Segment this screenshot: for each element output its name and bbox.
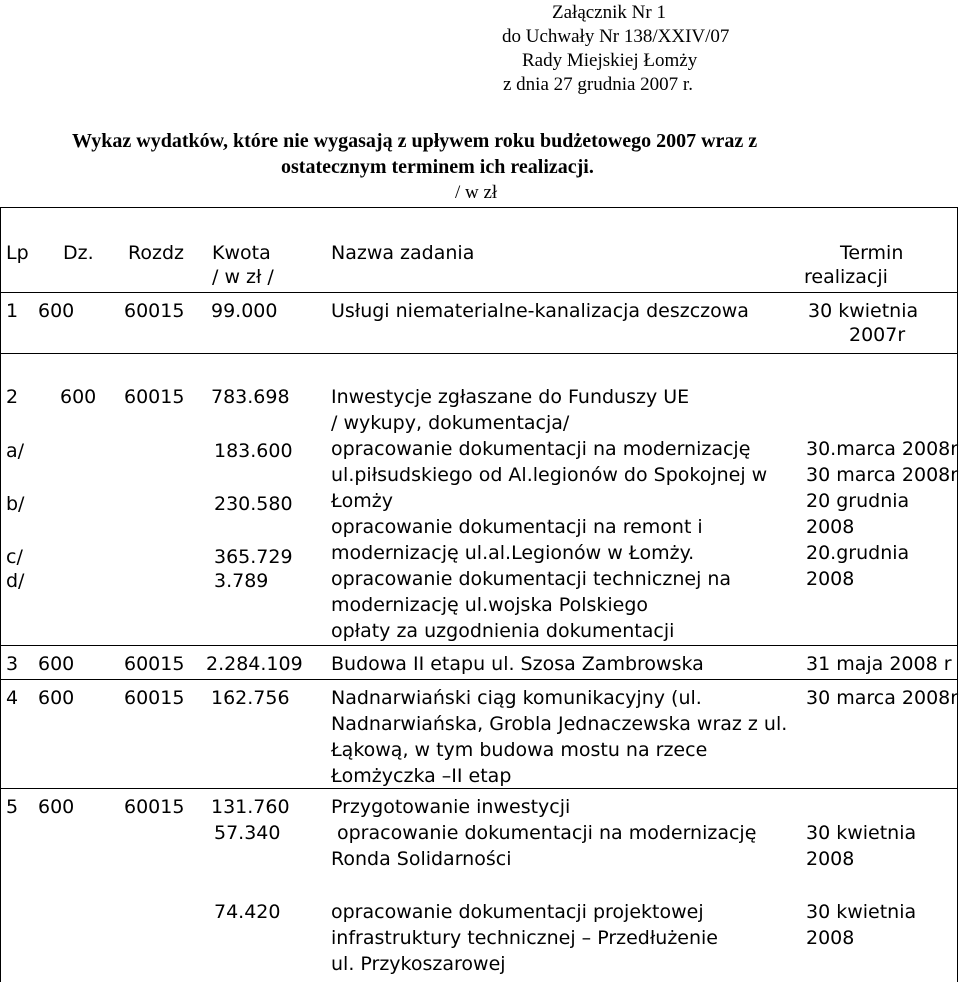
- document-title-line1: Wykaz wydatków, które nie wygasają z upływem roku budżetowego 2007 wraz z: [72, 130, 758, 152]
- column-header-nazwa: Nazwa zadania: [331, 242, 475, 264]
- column-header-dz: Dz.: [63, 242, 94, 264]
- table-border-top: [0, 207, 958, 208]
- row2-nazwa-line: Inwestycje zgłaszane do Funduszy UE: [331, 386, 690, 408]
- row3-lp: 3: [6, 653, 19, 675]
- row2-sub-kwota: 183.600: [214, 440, 293, 462]
- row1-termin-line1: 30 kwietnia: [808, 300, 919, 322]
- row3-kwota: 2.284.109: [206, 653, 303, 675]
- row5-rozdz: 60015: [124, 796, 185, 818]
- row1-nazwa: Usługi niematerialne-kanalizacja deszczowa: [331, 300, 749, 322]
- column-header-kwota: Kwota: [212, 242, 271, 264]
- row5-sub-termin-line: 2008: [806, 848, 855, 870]
- row2-nazwa-line: opracowanie dokumentacji na modernizację: [331, 438, 751, 460]
- row4-rozdz: 60015: [124, 687, 185, 709]
- row2-sub-kwota: 230.580: [214, 493, 293, 515]
- row5-sub-nazwa-line: opracowanie dokumentacji projektowej: [331, 901, 704, 923]
- row-divider: [0, 353, 958, 354]
- row2-dz: 600: [60, 386, 97, 408]
- resolution-number: do Uchwały Nr 138/XXIV/07: [502, 26, 730, 47]
- row4-nazwa-line: Nadnarwiański ciąg komunikacyjny (ul.: [331, 687, 702, 709]
- row4-dz: 600: [38, 687, 75, 709]
- row5-kwota: 131.760: [211, 796, 290, 818]
- row2-sub-lp: d/: [6, 570, 25, 592]
- row1-termin-line2: 2007r: [849, 324, 906, 346]
- council-name: Rady Miejskiej Łomży: [522, 50, 698, 71]
- column-header-lp: Lp: [6, 242, 29, 264]
- row5-sub-termin-line: 30 kwietnia: [806, 822, 917, 844]
- row2-nazwa-line: ul.piłsudskiego od Al.legionów do Spokojnej w: [331, 464, 768, 486]
- row5-sub-kwota: 57.340: [214, 822, 281, 844]
- row2-sub-kwota: 365.729: [214, 546, 293, 568]
- row2-nazwa-line: modernizację ul.wojska Polskiego: [331, 594, 649, 616]
- row2-termin-line: 20 grudnia: [806, 490, 910, 512]
- row4-nazwa-line: Nadnarwiańska, Grobla Jednaczewska wraz z ul.: [331, 713, 788, 735]
- row1-rozdz: 60015: [124, 300, 185, 322]
- row2-sub-lp: b/: [6, 493, 25, 515]
- document-title-line2: ostatecznym terminem ich realizacji.: [281, 156, 594, 178]
- row5-dz: 600: [38, 796, 75, 818]
- row5-sub-nazwa-line: Ronda Solidarności: [331, 848, 512, 870]
- row4-nazwa-line: Łomżyczka –II etap: [331, 765, 512, 787]
- row-divider: [0, 645, 958, 646]
- row3-nazwa: Budowa II etapu ul. Szosa Zambrowska: [331, 653, 704, 675]
- row2-lp: 2: [6, 386, 19, 408]
- annex-number: Załącznik Nr 1: [552, 2, 666, 23]
- table-border-left: [0, 207, 1, 982]
- row5-sub-nazwa-line: infrastruktury technicznej – Przedłużenie: [331, 927, 718, 949]
- row5-sub-nazwa-line: ul. Przykoszarowej: [331, 953, 506, 975]
- row5-nazwa-main: Przygotowanie inwestycji: [331, 796, 571, 818]
- row3-termin: 31 maja 2008 r: [806, 653, 952, 675]
- row1-kwota: 99.000: [211, 300, 278, 322]
- row2-nazwa-line: / wykupy, dokumentacja/: [331, 412, 570, 434]
- column-header-termin-realizacji: realizacji: [804, 266, 888, 288]
- row-divider: [0, 679, 958, 680]
- row2-sub-kwota: 3.789: [214, 570, 269, 592]
- row2-rozdz: 60015: [124, 386, 185, 408]
- column-header-termin: Termin: [840, 242, 904, 264]
- row4-kwota: 162.756: [211, 687, 290, 709]
- row3-rozdz: 60015: [124, 653, 185, 675]
- row2-termin-line: 2008: [806, 516, 855, 538]
- row5-sub-termin-line: 30 kwietnia: [806, 901, 917, 923]
- row2-sub-lp: a/: [6, 440, 25, 462]
- row1-lp: 1: [6, 300, 19, 322]
- row2-nazwa-line: modernizację ul.al.Legionów w Łomży.: [331, 542, 695, 564]
- row5-lp: 5: [6, 796, 19, 818]
- row4-lp: 4: [6, 687, 19, 709]
- row2-termin-line: 2008: [806, 568, 855, 590]
- row2-nazwa-line: opracowanie dokumentacji na remont i: [331, 516, 703, 538]
- table-border-right: [957, 207, 958, 982]
- row1-dz: 600: [38, 300, 75, 322]
- row4-termin: 30 marca 2008r: [806, 687, 959, 709]
- column-header-rozdz: Rozdz: [128, 242, 184, 264]
- row5-sub-nazwa-line: opracowanie dokumentacji na modernizację: [337, 822, 757, 844]
- row5-sub-termin-line: 2008: [806, 927, 855, 949]
- row2-nazwa-line: opłaty za uzgodnienia dokumentacji: [331, 620, 675, 642]
- row2-sub-lp: c/: [6, 546, 23, 568]
- row4-nazwa-line: Łąkową, w tym budowa mostu na rzece: [331, 739, 708, 761]
- row3-dz: 600: [38, 653, 75, 675]
- unit-label: / w zł: [455, 182, 498, 203]
- row2-termin-line: 30 marca 2008r: [806, 464, 959, 486]
- row-divider: [0, 292, 958, 293]
- row2-nazwa-line: Łomży: [331, 490, 394, 512]
- row2-kwota: 783.698: [211, 386, 290, 408]
- row5-sub-kwota: 74.420: [214, 901, 281, 923]
- row2-nazwa-line: opracowanie dokumentacji technicznej na: [331, 568, 732, 590]
- row2-termin-line: 30.marca 2008r: [806, 438, 959, 460]
- column-header-kwota-unit: / w zł /: [212, 266, 274, 288]
- row2-termin-line: 20.grudnia: [806, 542, 910, 564]
- resolution-date: z dnia 27 grudnia 2007 r.: [503, 74, 693, 95]
